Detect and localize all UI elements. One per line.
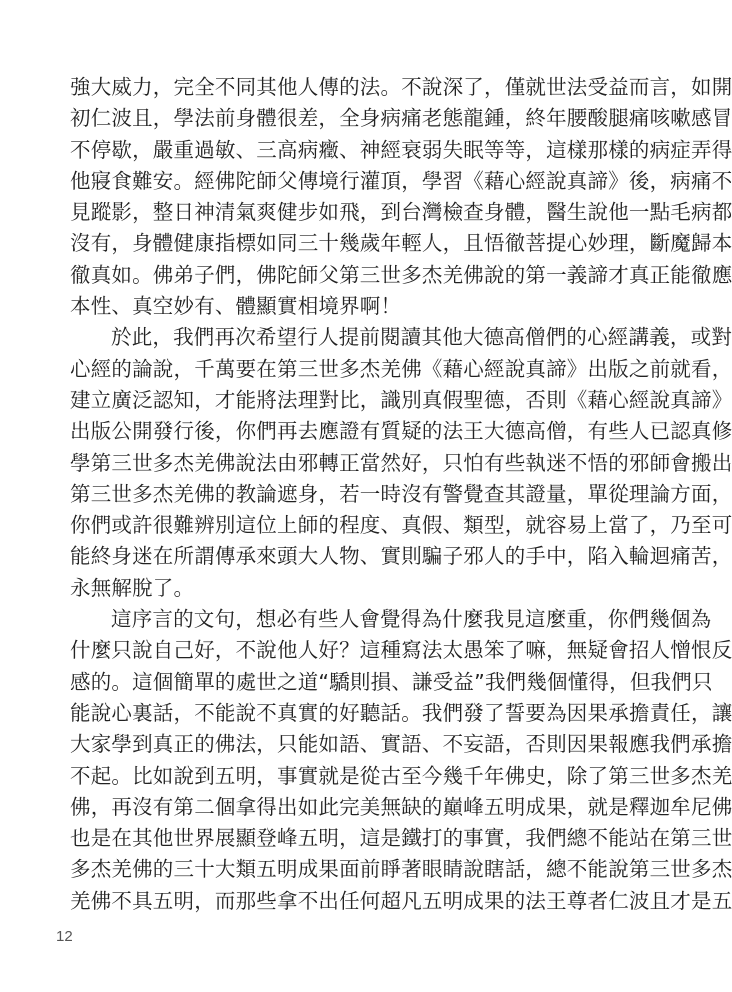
page-number: 12 xyxy=(56,928,73,945)
text-line: 初仁波且，學法前身體很差，全身病痛老態龍鍾，終年腰酸腿痛咳嗽感冒 xyxy=(70,106,732,131)
text-line: 出版公開發行後，你們再去應證有質疑的法王大德高僧，有些人已認真修 xyxy=(70,419,732,444)
text-line: 感的。這個簡單的處世之道“驕則損、謙受益”我們幾個懂得，但我們只 xyxy=(70,669,713,694)
text-line: 沒有，身體健康指標如同三十幾歲年輕人，且悟徹菩提心妙理，斷魔歸本 xyxy=(70,231,732,256)
text-line: 不起。比如說到五明，事實就是從古至今幾千年佛史，除了第三世多杰羌 xyxy=(70,763,732,788)
text-line: 建立廣泛認知，才能將法理對比，識別真假聖德，否則《藉心經說真諦》 xyxy=(70,387,732,412)
text-line: 第三世多杰羌佛的教論遮身，若一時沒有警覺查其證量，單從理論方面， xyxy=(70,481,732,506)
text-line: 永無解脫了。 xyxy=(70,575,195,600)
text-line: 多杰羌佛的三十大類五明成果面前睜著眼睛說瞎話，總不能說第三世多杰 xyxy=(70,857,732,882)
paragraph xyxy=(70,72,732,322)
text-line: 他寢食難安。經佛陀師父傳境行灌頂，學習《藉心經說真諦》後，病痛不 xyxy=(70,168,732,193)
text-line: 見蹤影，整日神清氣爽健步如飛，到台灣檢查身體，醫生說他一點毛病都 xyxy=(70,200,732,225)
text-line: 大家學到真正的佛法，只能如語、實語、不妄語，否則因果報應我們承擔 xyxy=(70,732,732,757)
text-line: 也是在其他世界展顯登峰五明，這是鐵打的事實，我們總不能站在第三世 xyxy=(70,826,732,851)
text-line: 你們或許很難辨別這位上師的程度、真假、類型，就容易上當了，乃至可 xyxy=(70,513,732,538)
text-line: 於此，我們再次希望行人提前閱讀其他大德高僧們的心經講義，或對 xyxy=(111,325,732,350)
text-line: 強大威力，完全不同其他人傳的法。不說深了，僅就世法受益而言，如開 xyxy=(70,75,732,99)
text-line: 什麼只說自己好，不說他人好？這種寫法太愚笨了嘛，無疑會招人憎恨反 xyxy=(70,638,732,663)
text-line: 徹真如。佛弟子們，佛陀師父第三世多杰羌佛說的第一義諦才真正能徹應 xyxy=(70,262,732,287)
text-line: 能說心裏話，不能說不真實的好聽話。我們發了誓要為因果承擔責任，讓 xyxy=(70,700,732,725)
text-line: 佛，再沒有第二個拿得出如此完美無缺的巔峰五明成果，就是釋迦牟尼佛 xyxy=(70,794,732,819)
text-line: 本性、真空妙有、體顯實相境界啊！ xyxy=(70,294,402,319)
text-line: 這序言的文句，想必有些人會覺得為什麼我見這麼重，你們幾個為 xyxy=(111,607,712,632)
text-line: 學第三世多杰羌佛說法由邪轉正當然好，只怕有些執迷不悟的邪師會搬出 xyxy=(70,450,732,475)
text-line: 能終身迷在所謂傳承來頭大人物、實則騙子邪人的手中，陷入輪迴痛苦， xyxy=(70,544,732,569)
text-line: 心經的論說，千萬要在第三世多杰羌佛《藉心經說真諦》出版之前就看， xyxy=(70,356,732,381)
paragraph xyxy=(70,322,732,604)
text-line: 羌佛不具五明，而那些拿不出任何超凡五明成果的法王尊者仁波且才是五 xyxy=(70,888,732,913)
document-body xyxy=(70,72,732,917)
paragraph xyxy=(70,604,732,917)
text-line: 不停歇，嚴重過敏、三高病癥、神經衰弱失眠等等，這樣那樣的病症弄得 xyxy=(70,137,732,162)
